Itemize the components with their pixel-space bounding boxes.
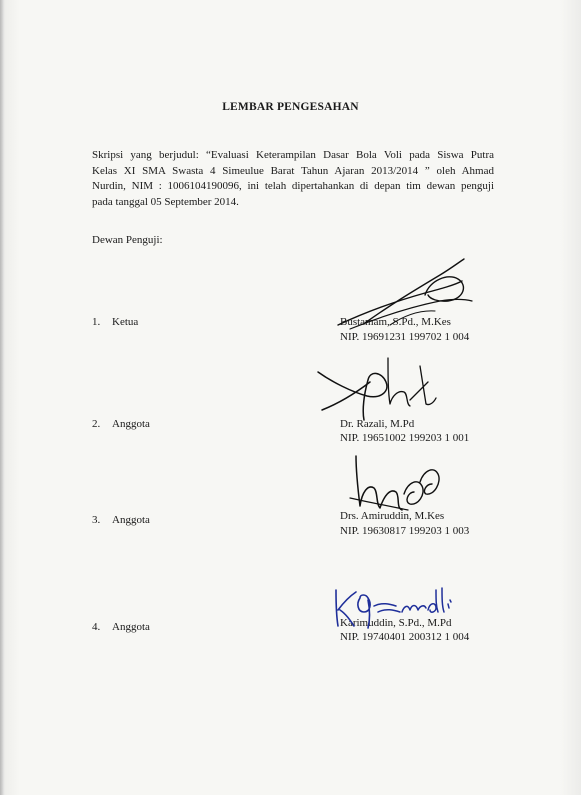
signature-4-image bbox=[330, 582, 460, 632]
paragraph-line: pada tanggal 05 September 2014. bbox=[92, 195, 239, 208]
signature-1-image bbox=[330, 255, 480, 340]
examiner-1-name: Bustamam, S.Pd., M.Kes bbox=[340, 316, 451, 328]
paragraph-line: Skripsi yang berjudul: “Evaluasi Keterampilan Dasar Bola Voli pada Siswa Putra bbox=[92, 149, 494, 161]
examiner-role-label: Ketua bbox=[112, 316, 139, 328]
examiner-2-role bbox=[92, 418, 150, 430]
page-edge-shadow bbox=[0, 0, 4, 795]
examiner-role-label: Anggota bbox=[112, 621, 150, 633]
examiner-number: 2. bbox=[92, 418, 101, 430]
approval-paragraph bbox=[92, 148, 494, 210]
signature-2-image bbox=[312, 352, 442, 427]
examiner-role-label: Anggota bbox=[112, 514, 150, 526]
paragraph-line: Kelas XI SMA Swasta 4 Simeulue Barat Tahun Ajaran 2013/2014 ” oleh Ahmad bbox=[92, 164, 494, 177]
examiner-number: 4. bbox=[92, 621, 101, 633]
examiner-3-name: Drs. Amiruddin, M.Kes bbox=[340, 510, 445, 522]
examiner-2-nip: NIP. 19651002 199203 1 001 bbox=[340, 432, 470, 444]
examiner-1-role bbox=[92, 316, 138, 328]
examiner-number: 3. bbox=[92, 514, 101, 526]
examiner-3-nip: NIP. 19630817 199203 1 003 bbox=[340, 525, 470, 537]
examiner-2-name: Dr. Razali, M.Pd bbox=[340, 418, 415, 430]
signature-3-image bbox=[348, 452, 448, 522]
paragraph-line: Nurdin, NIM : 1006104190096, ini telah dipertahankan di depan tim dewan penguji bbox=[92, 180, 494, 192]
examiner-3-role bbox=[92, 514, 150, 526]
examiner-number: 1. bbox=[92, 316, 101, 328]
examiner-4-name: Karimuddin, S.Pd., M.Pd bbox=[340, 617, 452, 629]
examiners-label: Dewan Penguji: bbox=[92, 234, 163, 246]
document-title: LEMBAR PENGESAHAN bbox=[222, 101, 359, 113]
examiner-4-role bbox=[92, 621, 150, 633]
examiner-role-label: Anggota bbox=[112, 418, 150, 430]
examiner-4-nip: NIP. 19740401 200312 1 004 bbox=[340, 631, 470, 643]
examiner-1-nip: NIP. 19691231 199702 1 004 bbox=[340, 331, 470, 343]
